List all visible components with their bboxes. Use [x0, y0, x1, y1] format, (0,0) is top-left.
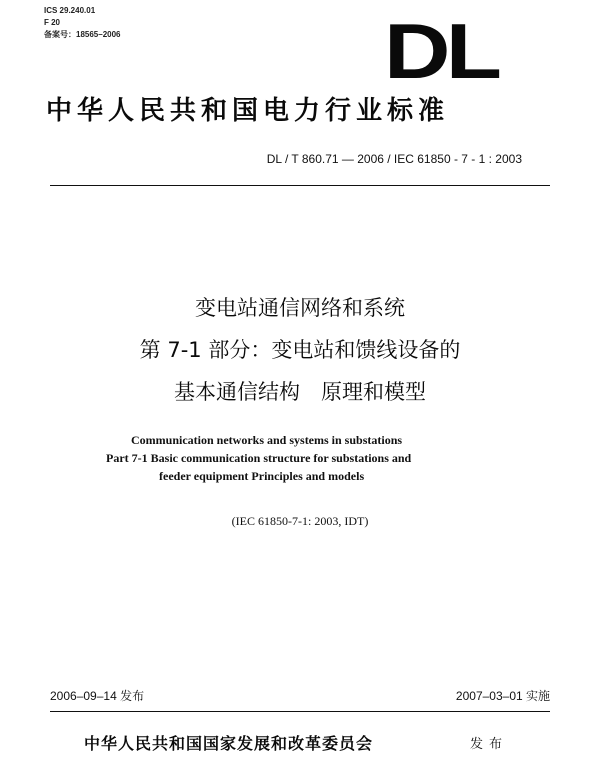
- english-title-line-2: Part 7-1 Basic communication structure for substations and: [106, 451, 412, 465]
- class-code: F 20: [44, 18, 61, 27]
- issue-label: 发布: [470, 737, 509, 752]
- record-number: 备案号：18565–2006: [44, 30, 121, 39]
- effective-date: 2007–03–01 实施: [455, 689, 550, 703]
- equivalence-statement: (IEC 61850-7-1: 2003, IDT): [231, 514, 369, 528]
- chinese-title-line-1: 变电站通信网络和系统: [195, 296, 405, 320]
- dl-logo: DL: [384, 7, 498, 95]
- issue-date: 2006–09–14 发布: [50, 689, 145, 703]
- industry-standard-title: 中华人民共和国电力行业标准: [46, 96, 450, 126]
- ics-code: ICS 29.240.01: [44, 6, 96, 15]
- english-title-line-3: feeder equipment Principles and models: [159, 469, 365, 483]
- chinese-title-line-2: 第 7-1 部分：变电站和馈线设备的: [139, 338, 461, 362]
- issuing-authority: 中华人民共和国国家发展和改革委员会: [84, 734, 374, 753]
- standard-number: DL / T 860.71 — 2006 / IEC 61850 - 7 - 1 : 2003: [266, 152, 522, 166]
- bottom-divider: [50, 711, 550, 712]
- classification-codes: [44, 5, 121, 41]
- top-divider: [50, 185, 550, 186]
- chinese-title-line-3: 基本通信结构 原理和模型: [174, 380, 426, 404]
- english-title-line-1: Communication networks and systems in substations: [131, 433, 403, 447]
